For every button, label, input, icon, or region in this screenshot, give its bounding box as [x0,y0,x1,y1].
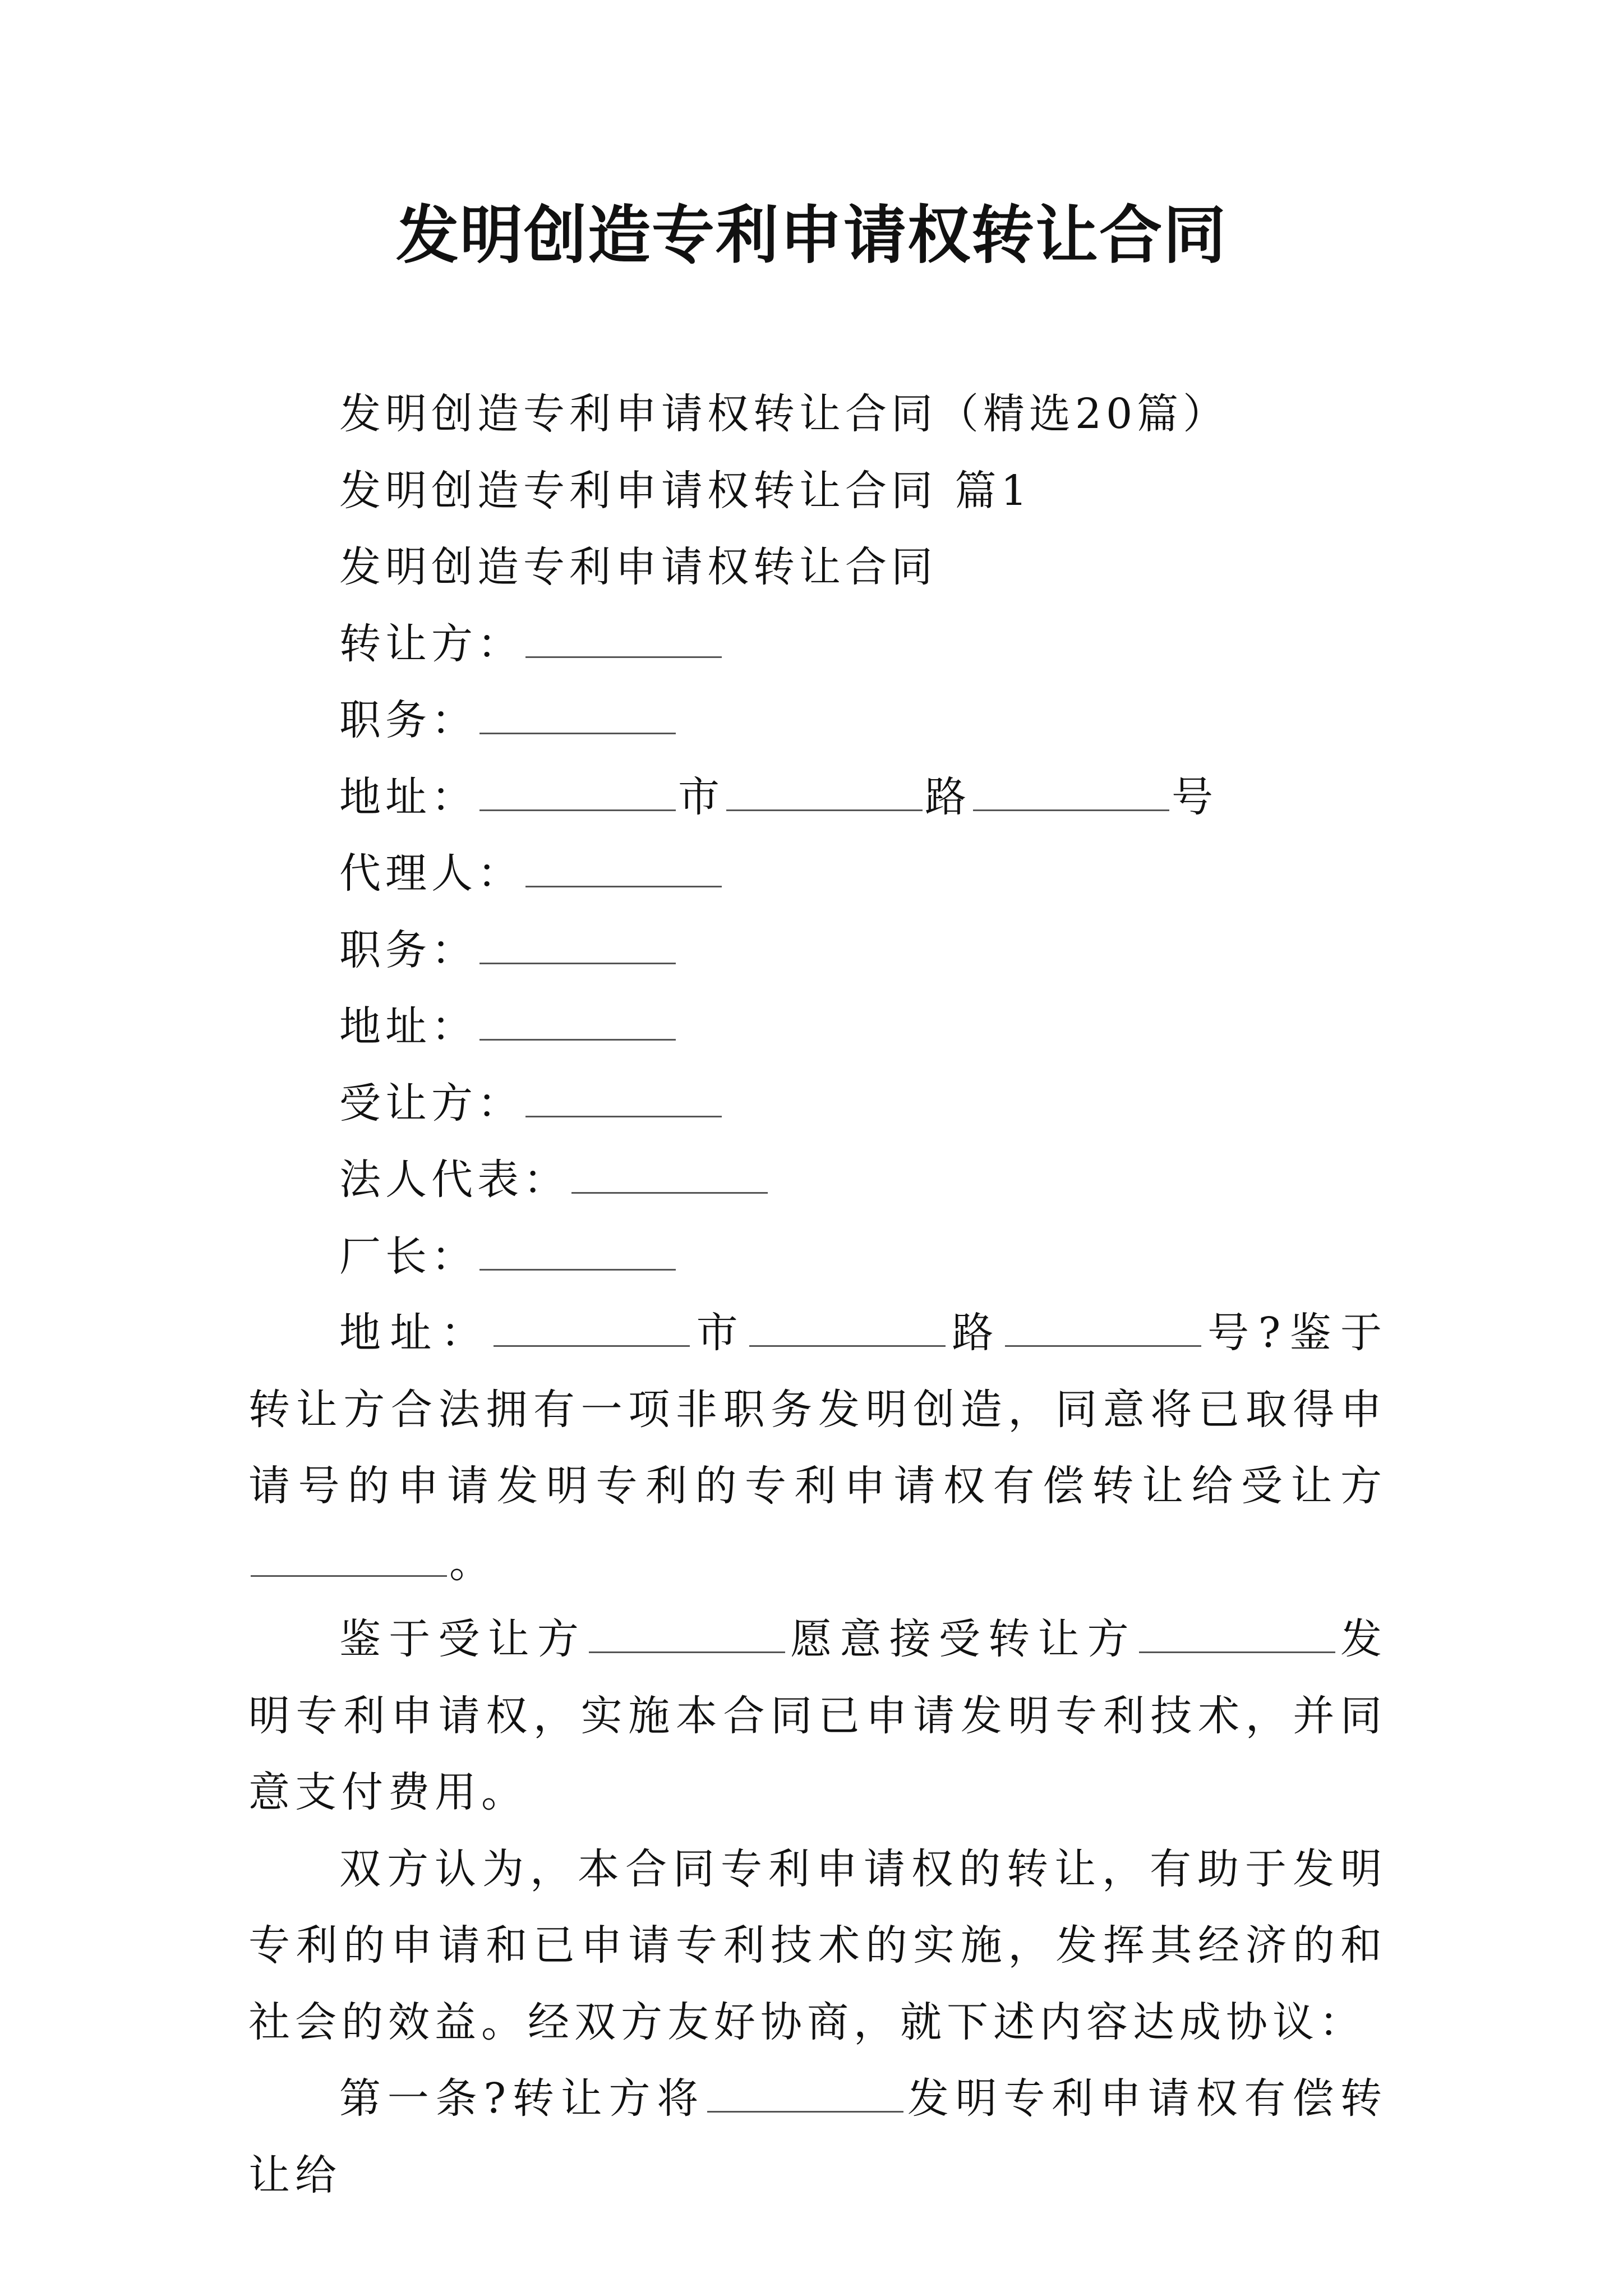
document-body [248,376,1387,2214]
transferee-blank [589,1616,785,1653]
recital2-b: 愿意接受转让方 [787,1615,1137,1663]
road-label: 路 [925,772,971,821]
article-one-a: 第一条?转让方将 [339,2074,706,2123]
contract-heading: 发明创造专利申请权转让合同 [339,543,937,591]
road-blank [749,1310,946,1347]
contract-heading-part1: 发明创造专利申请权转让合同 篇1 [339,466,1032,515]
position-line-2 [248,912,1387,989]
number-label: 号 [1172,772,1218,821]
address-label: 地址： [339,1309,492,1357]
transferor-blank [1139,1616,1335,1653]
position-line-1 [248,682,1387,759]
city-blank [479,774,676,811]
address-label: 地址： [339,772,477,821]
transferee-line [248,1065,1387,1142]
agent-label: 代理人： [339,849,523,898]
road-label: 路 [947,1309,1003,1357]
transferor-blank [525,621,722,658]
recital2-a: 鉴于受让方 [339,1615,587,1663]
agent-line [248,835,1387,912]
number-blank [973,774,1169,811]
patent-name-blank [707,2076,903,2113]
agent-blank [525,850,722,887]
transferee-label: 受让方： [339,1079,523,1128]
address-line-2 [248,988,1387,1065]
city-label: 市 [678,772,724,821]
city-label: 市 [692,1309,747,1357]
position-blank [479,697,676,734]
director-label: 厂长： [339,1232,477,1281]
paragraph-recital-1 [248,1295,1387,1601]
position-label: 职务： [339,696,477,744]
legal-rep-label: 法人代表： [339,1156,569,1204]
address-blank [479,1004,676,1041]
transferor-line [248,606,1387,683]
road-blank [726,774,923,811]
article-one [248,2060,1387,2214]
paragraph-recital-2 [248,1601,1387,1831]
number-blank [1005,1310,1201,1347]
address-label: 地址： [339,1002,477,1051]
position-label: 职务： [339,926,477,974]
recital2-c: 发明专利申请权，实施本合同已申请发明专利技术，并同意支付费用。 [248,1615,1387,1816]
transferor-label: 转让方： [339,619,523,668]
director-line [248,1218,1387,1295]
transferee-name-blank [251,1540,447,1577]
recital-end: 。 [449,1538,496,1587]
position-blank [479,927,676,964]
legal-rep-line [248,1142,1387,1218]
article-one-b: 发明专利申请权有偿转让给 [248,2074,1387,2200]
legal-rep-blank [571,1157,768,1194]
address-line-1 [248,759,1387,836]
document-title: 发明创造专利申请权转让合同 [396,199,1227,272]
transferee-blank [525,1080,722,1117]
city-blank [494,1310,690,1347]
director-blank [479,1234,676,1271]
contract-heading-selected: 发明创造专利申请权转让合同（精选20篇） [339,390,1229,438]
recital-text: 号?鉴于转让方合法拥有一项非职务发明创造，同意将已取得申请号的申请发明专利的专利申请权有偿转让给受让方 [248,1309,1387,1510]
paragraph-agreement: 双方认为，本合同专利申请权的转让，有助于发明专利的申请和已申请专利技术的实施，发挥其经济的和社会的效益。经双方友好协商，就下述内容达成协议： [248,1844,1387,2046]
